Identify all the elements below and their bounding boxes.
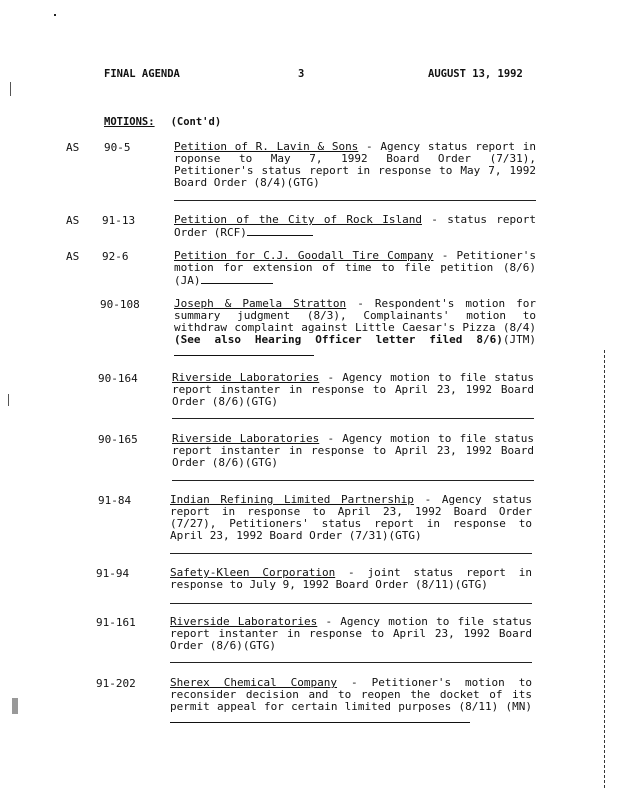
fill-line xyxy=(247,226,313,236)
section-heading xyxy=(104,116,221,128)
item-prefix: AS xyxy=(66,141,80,154)
entry-rule xyxy=(172,480,534,481)
agenda-date: AUGUST 13, 1992 xyxy=(428,68,523,80)
case-name: Petition of the City of Rock Island xyxy=(174,213,422,226)
case-name: Safety-Kleen Corporation xyxy=(170,566,336,579)
docket-number: 91-84 xyxy=(98,494,132,507)
item-text: - Petitioner's motion to reconsider decision and to reopen the docket of its permit appeal for certain limited purposes (8/11) (MN) xyxy=(170,676,532,713)
case-name: Petition of R. Lavin & Sons xyxy=(174,140,359,153)
docket-number: 90-108 xyxy=(100,298,140,311)
scan-speck xyxy=(10,82,11,96)
item-description xyxy=(172,433,534,469)
case-name: Indian Refining Limited Partnership xyxy=(170,493,414,506)
docket-number: 91-202 xyxy=(96,677,136,690)
docket-number: 91-13 xyxy=(102,214,136,227)
entry-rule xyxy=(174,200,536,201)
item-text: - Agency motion to file status report instanter in response to April 23, 1992 Board Order (8/6)(GTG) xyxy=(170,615,532,652)
item-note: (See also Hearing Officer letter filed 8/6) xyxy=(174,333,503,346)
item-description xyxy=(170,494,532,542)
fill-line xyxy=(170,713,470,723)
item-description xyxy=(170,677,532,726)
case-name: Petition for C.J. Goodall Tire Company xyxy=(174,249,434,262)
entry-rule xyxy=(170,603,532,604)
agenda-title: FINAL AGENDA xyxy=(104,68,180,80)
item-description xyxy=(172,372,534,408)
item-prefix: AS xyxy=(66,214,80,227)
docket-number: 90-164 xyxy=(98,372,138,385)
scan-speck xyxy=(12,698,18,714)
scan-speck xyxy=(8,394,9,406)
section-label: MOTIONS: xyxy=(104,116,155,128)
entry-rule xyxy=(170,662,532,663)
item-tail: (JTM) xyxy=(502,333,536,346)
entry-rule xyxy=(172,418,534,419)
docket-number: 91-94 xyxy=(96,567,130,580)
scan-edge-line xyxy=(604,350,605,790)
fill-line xyxy=(174,346,314,356)
case-name: Riverside Laboratories xyxy=(172,432,320,445)
item-description xyxy=(174,298,536,359)
section-continued: (Cont'd) xyxy=(170,116,222,128)
item-text: - Agency status report in roponse to May 7, 1992 Board Order (7/31), Petitioner's status report in response to May 7, 1992 Board Order (8/4)(GTG) xyxy=(174,140,536,189)
item-description xyxy=(174,250,536,287)
item-description xyxy=(170,567,532,591)
item-description xyxy=(174,141,536,189)
case-name: Riverside Laboratories xyxy=(170,615,318,628)
docket-number: 92-6 xyxy=(102,250,129,263)
docket-number: 90-165 xyxy=(98,433,138,446)
item-description xyxy=(174,214,536,239)
item-description xyxy=(170,616,532,652)
page-number: 3 xyxy=(298,68,305,80)
entry-rule xyxy=(170,553,532,554)
scan-speck xyxy=(54,14,56,16)
fill-line xyxy=(201,274,273,284)
case-name: Joseph & Pamela Stratton xyxy=(174,297,347,310)
item-text: - Agency motion to file status report instanter in response to April 23, 1992 Board Order (8/6)(GTG) xyxy=(172,371,534,408)
item-text: - Agency motion to file status report instanter in response to April 23, 1992 Board Order (8/6)(GTG) xyxy=(172,432,534,469)
case-name: Riverside Laboratories xyxy=(172,371,320,384)
item-text: - Respondent's motion for summary judgment (8/3), Complainants' motion to withdraw complaint against Little Caesar's Pizza (8/4) xyxy=(174,297,536,334)
case-name: Sherex Chemical Company xyxy=(170,676,338,689)
docket-number: 90-5 xyxy=(104,141,131,154)
item-text: - Agency status report in response to April 23, 1992 Board Order (7/27), Petitioners' status report in response to April 23, 1992 Board Order (7/31)(GTG) xyxy=(170,493,532,542)
item-text: - Petitioner's motion for extension of time to file petition (8/6)(JA) xyxy=(174,249,536,287)
docket-number: 91-161 xyxy=(96,616,136,629)
item-prefix: AS xyxy=(66,250,80,263)
item-text: - status report Order (RCF) xyxy=(174,213,536,239)
item-text: - joint status report in response to July 9, 1992 Board Order (8/11)(GTG) xyxy=(170,566,532,591)
